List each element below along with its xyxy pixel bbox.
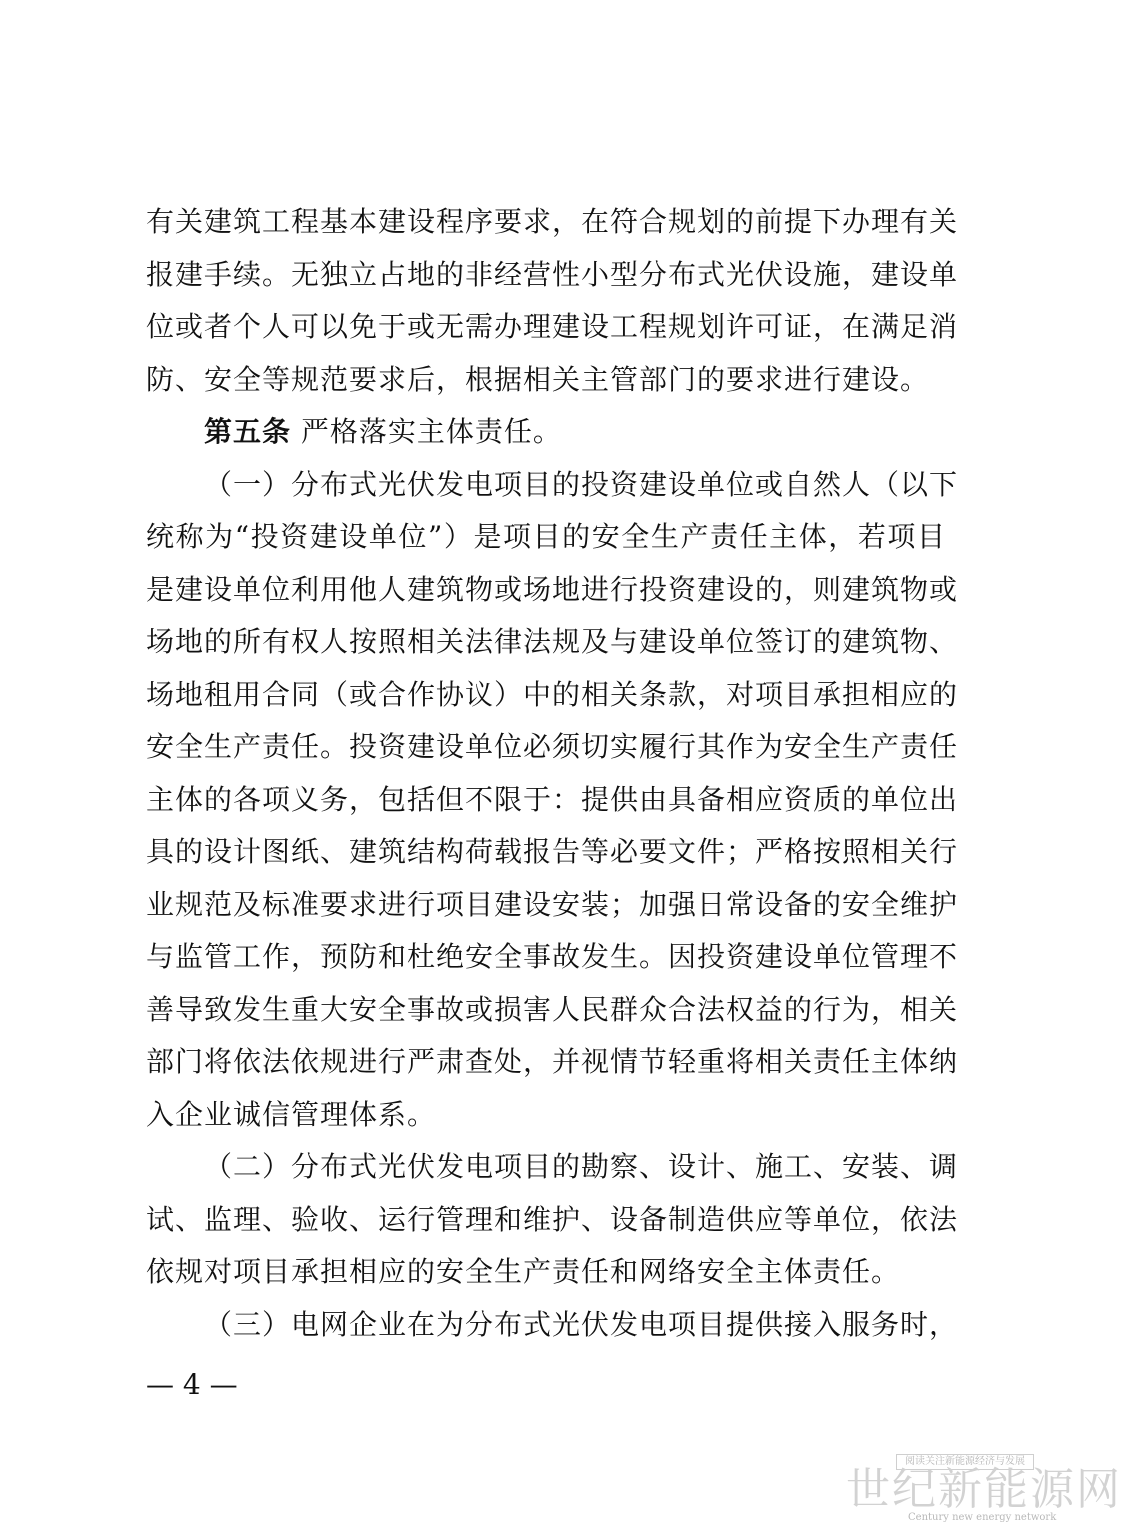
watermark-logo: 世纪新能源网: [846, 1464, 1122, 1515]
paragraph-line: （三）电网企业在为分布式光伏发电项目提供接入服务时，: [204, 1308, 959, 1341]
watermark-english: Century new energy network: [908, 1512, 1057, 1523]
text-line: 位或者个人可以免于或无需办理建设工程规划许可证，在满足消: [146, 310, 959, 343]
text-line: 报建手续。无独立占地的非经营性小型分布式光伏设施，建设单: [146, 258, 959, 291]
text-line: 有关建筑工程基本建设程序要求，在符合规划的前提下办理有关: [146, 205, 959, 238]
paragraph-line: 试、监理、验收、运行管理和维护、设备制造供应等单位，依法: [146, 1203, 959, 1236]
paragraph-line: 统称为“投资建设单位”）是项目的安全生产责任主体，若项目: [146, 520, 946, 553]
paragraph-line: （二）分布式光伏发电项目的勘察、设计、施工、安装、调: [204, 1150, 959, 1183]
paragraph-line: 与监管工作，预防和杜绝安全事故发生。因投资建设单位管理不: [146, 940, 959, 973]
page-number: — 4 —: [146, 1368, 238, 1401]
paragraph-line: 安全生产责任。投资建设单位必须切实履行其作为安全生产责任: [146, 730, 959, 763]
paragraph-line: （一）分布式光伏发电项目的投资建设单位或自然人（以下: [204, 468, 959, 501]
text-line: 防、安全等规范要求后，根据相关主管部门的要求进行建设。: [146, 363, 930, 396]
paragraph-line: 部门将依法依规进行严肃查处，并视情节轻重将相关责任主体纳: [146, 1045, 959, 1078]
article-line: [204, 406, 946, 458]
paragraph-line: 业规范及标准要求进行项目建设安装；加强日常设备的安全维护: [146, 888, 959, 921]
article-heading: 第五条: [204, 415, 292, 448]
paragraph-line: 场地租用合同（或合作协议）中的相关条款，对项目承担相应的: [146, 678, 959, 711]
paragraph-line: 场地的所有权人按照相关法律法规及与建设单位签订的建筑物、: [146, 625, 959, 658]
article-title: 严格落实主体责任。: [300, 415, 562, 448]
paragraph-line: 善导致发生重大安全事故或损害人民群众合法权益的行为，相关: [146, 993, 959, 1026]
paragraph-line: 具的设计图纸、建筑结构荷载报告等必要文件；严格按照相关行: [146, 835, 959, 868]
paragraph-line: 入企业诚信管理体系。: [146, 1098, 437, 1131]
watermark-tagline: 阅读关注新能源经济与发展: [896, 1454, 1034, 1470]
paragraph-line: 主体的各项义务，包括但不限于：提供由具备相应资质的单位出: [146, 783, 959, 816]
paragraph-line: 依规对项目承担相应的安全生产责任和网络安全主体责任。: [146, 1255, 901, 1288]
paragraph-line: 是建设单位利用他人建筑物或场地进行投资建设的，则建筑物或: [146, 573, 959, 606]
